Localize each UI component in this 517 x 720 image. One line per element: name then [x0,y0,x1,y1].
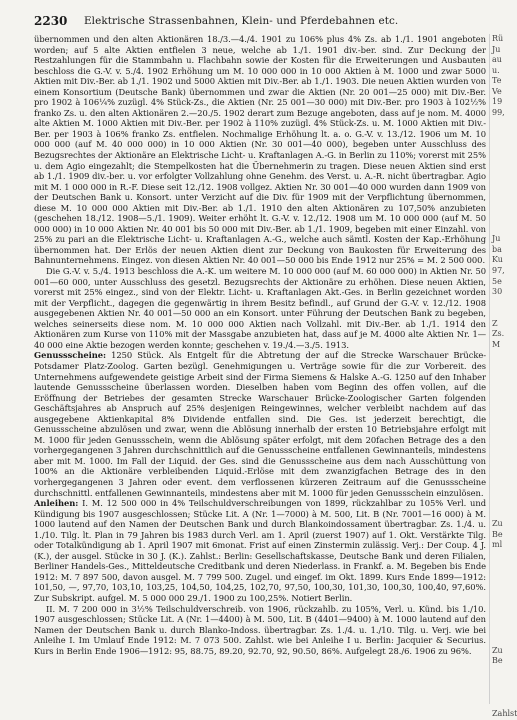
gutter-mark: u. [492,65,500,75]
gutter-mark [490,635,504,646]
paragraph-text: 1250 Stück. Als Entgelt für die Abtretung der auf die Strecke Warschauer Brücke-Potsdamer Platz-Zoolog. Garten bezügl. Genehmigungen u. Verträge sowie für die zur Vorbereit. des Unternehmens aufgewendete geistige Arbeit sind der Firma Siemens & Halske A.-G. 1250 auf den Inhaber lautende Genussscheine überlassen worden. Dieselben haben vom Beginn des offen vollen, auf die Eröffnung der Betriebes der gesamten Strecke Warschauer Brücke-Zoologischer Garten folgenden Geschäftsjahres ab Anspruch auf 25% desjenigen Reingewinnes, welcher verbleibt nachdem auf das ausgegebene Aktienkapital 8% Dividende entfallen sind. Die Ges. ist jederzeit berechtigt, die Genussscheine abzulösen und zwar, wenn die Ablösung innerhalb der ersten 10 Betriebsjahre erfolgt mit M. 1000 für jeden Genussschein, wenn die Ablösung später erfolgt, mit dem 20fachen Betrage des a den vorhergegangenen 3 Jahren durchschnittlich auf die Genussscheine entfallenen Gewinnanteils, mindestens aber mit M. 1000. Im Fall der Liquid. der Ges. sind die Genussscheine aus dem nach Ausschüttung von 100% an die Aktionäre verbleibenden Liquid.-Erlöse mit dem zwanzigfachen Betrage des in den vorhergegangenen 3 Jahren oder event. dem verflossenen kürzeren Zeitraum auf die Genussscheine durchschnittl. entfallenen Gewinnanteils, mindestens aber mit M. 1000 für jeden Genussschein einzulösen. [34,350,486,498]
gutter-mark: Ju [492,234,501,244]
gutter-mark: Zahlst [492,709,517,718]
gutter-mark [490,424,504,435]
gutter-mark [490,561,504,572]
gutter-mark [490,572,504,583]
gutter-mark [490,604,504,615]
gutter-mark [490,372,504,383]
gutter-mark [490,435,504,446]
gutter-mark [490,593,504,604]
gutter-mark [490,466,504,477]
gutter-mark [490,161,504,172]
running-title: Elektrische Strassenbahnen, Klein- und Pferdebahnen etc. [84,15,399,27]
gutter-mark: Z [492,318,498,328]
gutter-mark: ba [492,244,502,254]
gutter-mark: Ve [492,86,502,96]
gutter-mark [490,298,504,309]
section-label: Anleihen: [34,498,79,509]
gutter-mark: au [492,55,502,65]
gutter-mark [490,488,504,499]
gutter-mark [490,382,504,393]
paragraph-text: II. M. 7 200 000 in 3½% Teilschuldverschreib. von 1906, rückzahlb. zu 105%, Verl. u. Künd. bis 1./10. 1907 ausgeschlossen; Stücke Lit. A (Nr. 1—4400) à M. 500, Lit. B (4401—9400) à M. 1000 lautend auf den Namen der Deutschen Bank u. durch Blanko-Indoss. übertragbar. Zs. 1./4. u. 1./10. Tilg. u. Verj. wie bei Anleihe I. Im Umlauf Ende 1912: M. 7 073 500. Zahlst. wie bei Anleihe I u. Berlin: Jacquier & Securius. Kurs in Berlin Ende 1906—1912: 95, 88.75, 89.20, 92.70, 92, 90.50, 86%. Aufgelegt 28./6. 1906 zu 96%. [34,603,486,656]
gutter-mark [490,213,504,224]
gutter-mark [490,393,504,404]
gutter-mark [490,498,504,509]
paragraph [34,604,486,657]
gutter-mark: Ku [492,255,503,265]
gutter-mark: 97, [492,266,505,276]
gutter-mark [490,308,504,319]
gutter-mark: ml [492,540,503,550]
paragraph [34,350,486,498]
gutter-mark [490,118,504,129]
gutter-mark [490,139,504,150]
gutter-mark: Zu [492,519,503,529]
paragraph-text: übernommen und den alten Aktionären 18./3.—4./4. 1901 zu 106% plus 4% Zs. ab 1./1. 1901 angeboten worden; auf 5 alte Aktien entfielen 3 neue, welche ab 1./1. 1901 div.-ber. sind. Zur Deckung der Restzahlungen für die Stammbahn u. Flachbahn sowie der Kosten für die Erweiterungen und Ausbauten beschloss die G.-V. v. 5./4. 1902 Erhöhung um M. 10 000 000 in 10 000 Aktien à M. 1000 und zwar 5000 Aktien mit Div.-Ber. ab 1./1. 1902 und 5000 Aktien mit Div.-Ber. ab 1./1. 1903. Die neuen Aktien wurden von einem Konsortium (Deutsche Bank) übernommen und zwar die Aktien (Nr. 20 001—25 000) mit Div.-Ber. pro 1902 à 106¼% zuzügl. 4% Stück-Zs., die Aktien (Nr. 25 001—30 000) mit Div.-Ber. pro 1903 à 102½% franko Zs. u. den alten Aktionären 2.—20./5. 1902 derart zum Bezuge angeboten, dass auf je nom. M. 4000 alte Aktien M. 1000 Aktien mit Div.-Ber. per 1902 à 110% zuzügl. 4% Stück-Zs. u. M. 1000 Aktien mit Div.-Ber. per 1903 à 106% franko Zs. entfielen. Nochmalige Erhöhung lt. a. o. G.-V. v. 13./12. 1906 um M. 10 000 000 (auf M. 40 000 000) in 10 000 Aktien (Nr. 30 001—40 000), begeben unter Ausschluss des Bezugsrechtes der Aktionäre an Elektrische Licht- u. Kraftanlagen A.-G. in Berlin zu 110%; vorerst mit 25% u. dem Agio eingezahlt; die Stempelkosten hat die Übernehmerin zu tragen. Diese neuen Aktien sind erst ab 1./1. 1909 div.-ber. u. vor erfolgter Vollzahlung ohne Genehm. des Verst. u. A.-R. nicht übertragbar. Agio mit M. 1 000 000 in R.-F. Diese seit 12./12. 1908 vollgez. Aktien Nr. 30 001—40 000 wurden dann 1909 von der Deutschen Bank u. Konsort. unter Verzicht auf die Div. für 1909 mit der Verpflichtung übernommen, diese M. 10 000 000 Aktien mit Div.-Ber. ab 1./1. 1910 den alten Aktionären zu 107,50% anzubieten (geschehen 18./12. 1908—5./1. 1909). Weiter erhöht lt. G.-V. v. 12./12. 1908 um M. 10 000 000 (auf M. 50 000 000) in 10 000 Aktien Nr. 40 001 bis 50 000 mit Div.-Ber. ab 1./1. 1909, begeben mit einer Einzahl. von 25% zu pari an die Elektrische Licht- u. Kraftanlagen A.-G., welche auch sämtl. Kosten der Kap.-Erhöhung übernommen hat. Der Erlös der neuen Aktien dient zur Deckung von Baukosten für Erweiterung des Bahnunternehmens. Eingez. von diesen Aktien Nr. 40 001—50 000 bis Ende 1912 nur 25% = M. 2 500 000. [34,34,486,266]
gutter-mark [490,582,504,593]
gutter-mark: M [492,339,501,349]
gutter-mark [490,677,504,688]
gutter-mark: Rü [492,34,504,43]
gutter-mark [490,688,504,699]
gutter-mark [490,625,504,636]
gutter-mark [490,477,504,488]
gutter-mark [490,698,504,709]
gutter-mark: 30 [492,287,503,297]
gutter-mark [490,129,504,140]
gutter-mark: 5e [492,276,502,286]
gutter-mark [490,551,504,562]
gutter-mark: Ju [492,44,501,54]
gutter-mark: Be [492,656,503,666]
gutter-mark [490,414,504,425]
paragraph [34,266,486,350]
body-text [34,34,486,704]
paragraph-text: Die G.-V. v. 5./4. 1913 beschloss die A.-K. um weitere M. 10 000 000 (auf M. 60 000 000) in Aktien Nr. 50 001—60 000, unter Ausschluss des gesetzl. Bezugsrechts der Aktionäre zu erhöhen. Diese neuen Aktien, vorerst mit 25% eingez., sind von der Elektr. Licht- u. Kraftanlagen Akt.-Ges. in Berlin gezeichnet worden mit der Verpflicht., dagegen die gegenwärtig in ihrem Besitz befindl., auf Grund der G.-V. v. 12./12. 1908 ausgegebenen Aktien Nr. 40 001—50 000 an ein Konsort. unter Führung der Deutschen Bank zu begeben, welches seinerseits diese nom. M. 10 000 000 Aktien nach Vollzahl. mit Div.-Ber. ab 1./1. 1914 den Aktionären zum Kurse von 110% mit der Massgabe anzubieten hat, dass auf je M. 4000 alte Aktien Nr. 1—40 000 eine Aktie bezogen werden konnte; geschehen v. 19./4.—3./5. 1913. [34,266,486,350]
gutter-mark [490,361,504,372]
gutter-mark [490,224,504,235]
gutter-mark [490,403,504,414]
gutter-mark: 99, [492,107,505,117]
gutter-mark [490,182,504,193]
gutter-mark: Zs. [492,329,505,339]
page-number: 2230 [34,14,68,28]
gutter-mark [490,614,504,625]
gutter-mark: Zu [492,645,503,655]
gutter-mark: Te [492,76,502,86]
gutter-mark: 19 [492,97,503,107]
gutter-mark [490,509,504,520]
gutter-mark [490,192,504,203]
paragraph [34,498,486,603]
gutter-mark [490,171,504,182]
gutter-mark [490,150,504,161]
gutter-mark [490,456,504,467]
paragraph [34,34,486,266]
gutter-mark: Be [492,529,503,539]
gutter-mark [490,203,504,214]
adjacent-page-edge [489,34,517,718]
gutter-mark [490,667,504,678]
gutter-mark [490,445,504,456]
page-header [34,14,474,30]
paragraph-text: I. M. 12 500 000 in 4% Teilschuldverschreibungen von 1899, rückzahlbar zu 105% Verl. und Kündigung bis 1907 ausgeschlossen; Stücke Lit. A (Nr. 1—7000) à M. 500, Lit. B (Nr. 7001—16 000) à M. 1000 lautend auf den Namen der Deutschen Bank und durch Blankoindossament übertragbar. Zs. 1./4. u. 1./10. Tilg. lt. Plan in 79 Jahren bis 1983 durch Verl. am 1. April (zuerst 1907) auf 1. Okt. Verstärkte Tilg. oder Totalkündigung ab 1. April 1907 mit 6monat. Frist auf einen Zinstermin zulässig. Verj.: Der Coup. 4 J. (K.), der ausgel. Stücke in 30 J. (K.). Zahlst.: Berlin: Gesellschaftskasse, Deutsche Bank und deren Filialen, Berliner Handels-Ges., Mitteldeutsche Creditbank und deren Niederlass. in Frankf. a. M. Begeben bis Ende 1912: M. 7 897 500, davon ausgel. M. 7 799 500. Zugel. und eingef. im Okt. 1899. Kurs Ende 1899—1912: 101,50, —, 97,70, 103,10, 103,25, 104,50, 104,25, 102,70, 97,50, 100,30, 101,30, 100,30, 100,40, 97,60%. Zur Subskript. aufgel. M. 5 000 000 29./1. 1900 zu 100,25%. Notiert Berlin. [34,498,486,603]
section-label: Genussscheine: [34,350,107,361]
gutter-mark [490,350,504,361]
